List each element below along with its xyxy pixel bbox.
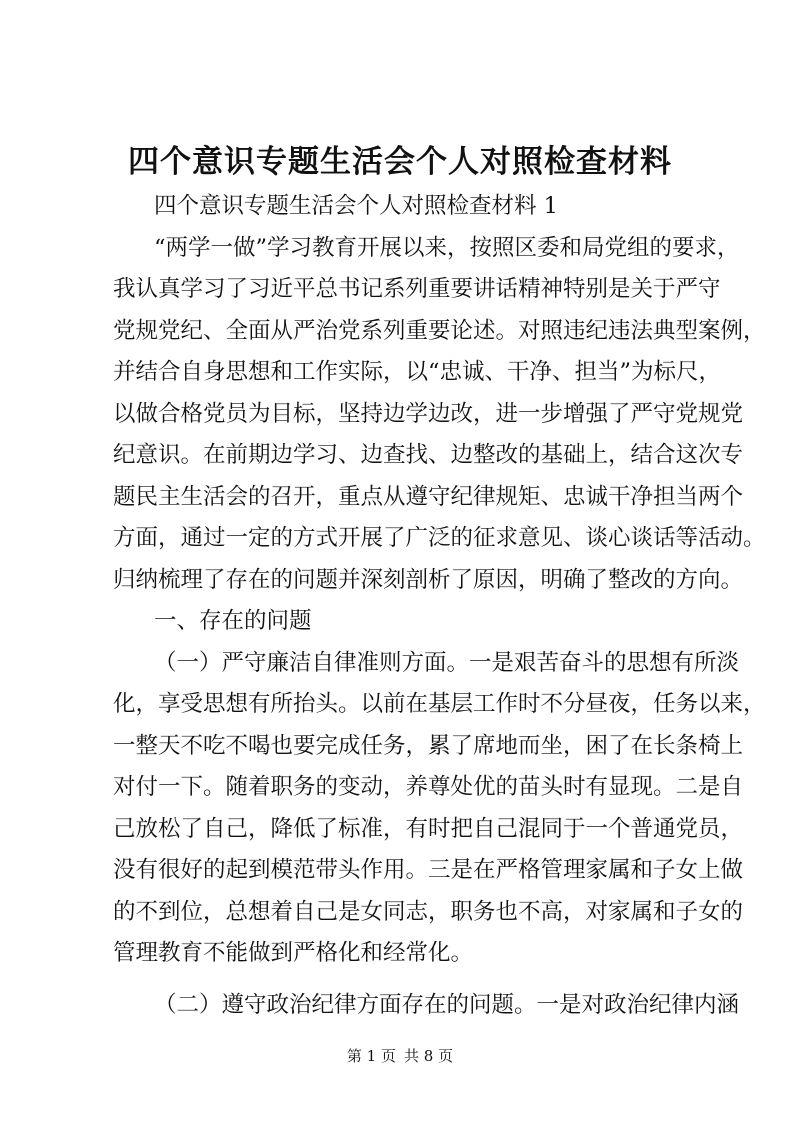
paragraph-line: 没有很好的起到模范带头作用。三是在严格管理家属和子女上做 [113, 857, 744, 883]
document-body [113, 186, 766, 1026]
paragraph-line: （一）严守廉洁自律准则方面。一是艰苦奋斗的思想有所淡 [154, 649, 740, 676]
paragraph-line: （二）遵守政治纪律方面存在的问题。一是对政治纪律内涵 [154, 991, 740, 1018]
paragraph-line: 题民主生活会的召开，重点从遵守纪律规矩、忠诚干净担当两个 [113, 483, 744, 510]
paragraph-line: 方面，通过一定的方式开展了广泛的征求意见、谈心谈话等活动。 [113, 525, 766, 551]
paragraph-line: 管理教育不能做到严格化和经常化。 [113, 940, 474, 966]
paragraph-gap [113, 975, 713, 985]
page-footer [0, 1046, 800, 1066]
paragraph-line: 的不到位，总想着自己是女同志，职务也不高，对家属和子女的 [113, 898, 744, 925]
paragraph-line: 归纳梳理了存在的问题并深刻剖析了原因，明确了整改的方向。 [113, 566, 744, 593]
paragraph-line: 以做合格党员为目标，坚持边学边改，进一步增强了严守党规党 [113, 400, 744, 427]
paragraph-line: 并结合自身思想和工作实际，以“忠诚、干净、担当”为标尺， [113, 359, 722, 385]
paragraph-line: 纪意识。在前期边学习、边查找、边整改的基础上，结合这次专 [113, 442, 744, 468]
paragraph-line: 党规党纪、全面从严治党系列重要论述。对照违纪违法典型案例， [113, 317, 766, 344]
paragraph-line: 我认真学习了习近平总书记系列重要讲话精神特别是关于严守 [113, 276, 721, 302]
paragraph-line: “两学一做”学习教育开展以来，按照区委和局党组的要求， [154, 234, 740, 261]
document-title: 四个意识专题生活会个人对照检查材料 [128, 144, 672, 180]
page-total: 共 8 页 [404, 1047, 454, 1065]
subtitle-line: 四个意识专题生活会个人对照检查材料 1 [154, 193, 558, 219]
page-number: 第 1 页 [346, 1047, 396, 1065]
paragraph-line: 己放松了自己，降低了标准，有时把自己混同于一个普通党员， [113, 815, 744, 842]
paragraph-line: 对付一下。随着职务的变动，养尊处优的苗头时有显现。二是自 [113, 774, 744, 800]
section-heading: 一、存在的问题 [154, 608, 312, 634]
paragraph-line: 一整天不吃不喝也要完成任务，累了席地而坐，困了在长条椅上 [113, 732, 744, 759]
paragraph-line: 化，享受思想有所抬头。以前在基层工作时不分昼夜，任务以来， [113, 691, 766, 717]
